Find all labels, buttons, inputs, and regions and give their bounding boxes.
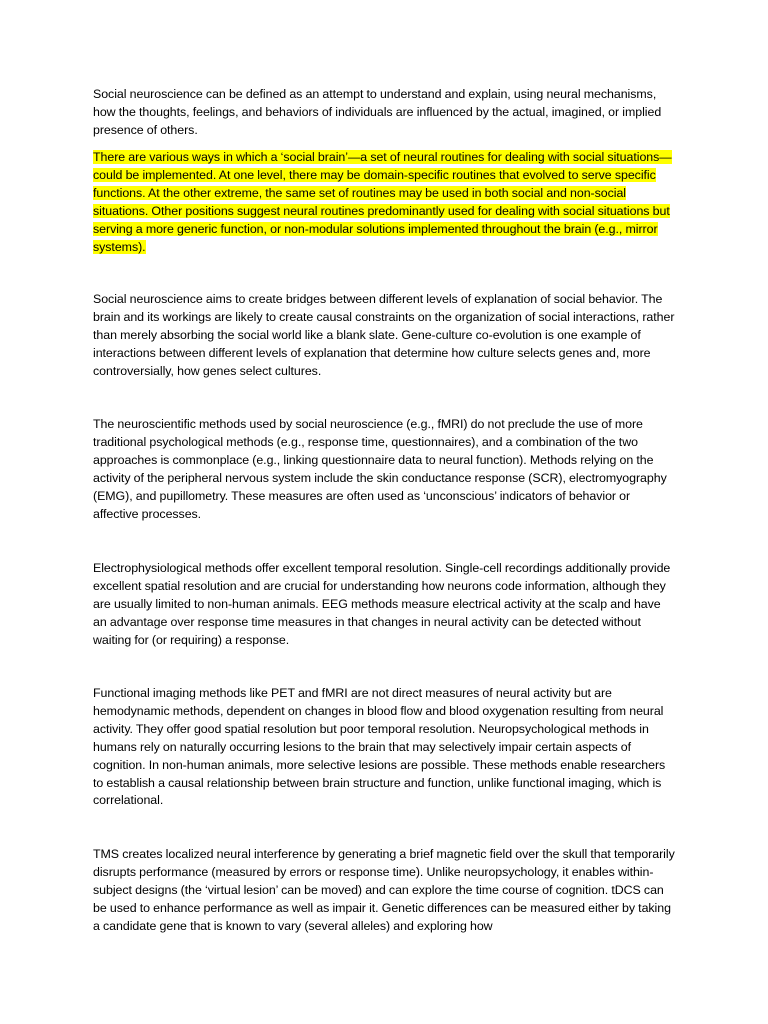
paragraph-definition: Social neuroscience can be defined as an attempt to understand and explain, using neural mechanisms, how the thoughts, feelings, and behaviors of individuals are influenced by the actual, imagined, or implied presence of others.: [93, 87, 662, 137]
paragraph-social-brain: [93, 149, 676, 256]
paragraph-electrophysiological-methods: Electrophysiological methods offer excellent temporal resolution. Single-cell recordings additionally provide excellent spatial resolution and are crucial for understanding how neurons code information, although they are usually limited to non-human animals. EEG methods measure electrical activity at the scalp and have an advantage over response time measures in that changes in neural activity can be detected without waiting for (or requiring) a response.: [93, 561, 671, 647]
paragraph-neuroscientific-methods: The neuroscientific methods used by social neuroscience (e.g., fMRI) do not preclude the use of more traditional psychological methods (e.g., response time, questionnaires), and a combination of the two approaches is commonplace (e.g., linking questionnaire data to neural function). Methods relying on the activity of the peripheral nervous system include the skin conductance response (SCR), electromyography (EMG), and pupillometry. These measures are often used as ‘unconscious’ indicators of behavior or affective processes.: [93, 417, 667, 521]
paragraph-tms: TMS creates localized neural interference by generating a brief magnetic field over the skull that temporarily disrupts performance (measured by errors or response time). Unlike neuropsychology, it enables within-subject designs (the ‘virtual lesion’ can be moved) and can explore the time course of cognition. tDCS can be used to enhance performance as well as impair it. Genetic differences can be measured either by taking a candidate gene that is known to vary (several alleles) and exploring how: [93, 847, 675, 933]
paragraph-functional-imaging: Functional imaging methods like PET and fMRI are not direct measures of neural activity but are hemodynamic methods, dependent on changes in blood flow and blood oxygenation resulting from neural activity. They offer good spatial resolution but poor temporal resolution. Neuropsychological methods in humans rely on naturally occurring lesions to the brain that may selectively impair certain aspects of cognition. In non-human animals, more selective lesions are possible. These methods enable researchers to establish a causal relationship between brain structure and function, unlike functional imaging, which is correlational.: [93, 686, 666, 808]
highlighted-text: There are various ways in which a ‘social brain’—a set of neural routines for dealing with social situations—could be implemented. At one level, there may be domain-specific routines that evolved to serve specific functions. At the other extreme, the same set of routines may be used in both social and non-social situations. Other positions suggest neural routines predominantly used for dealing with social situations but serving a more generic function, or non-modular solutions implemented throughout the brain (e.g., mirror systems).: [93, 150, 672, 254]
paragraph-levels-of-explanation: Social neuroscience aims to create bridges between different levels of explanation of social behavior. The brain and its workings are likely to create causal constraints on the organization of social interactions, rather than merely absorbing the social world like a blank slate. Gene-culture co-evolution is one example of interactions between different levels of explanation that determine how culture selects genes and, more controversially, how genes select cultures.: [93, 292, 675, 378]
